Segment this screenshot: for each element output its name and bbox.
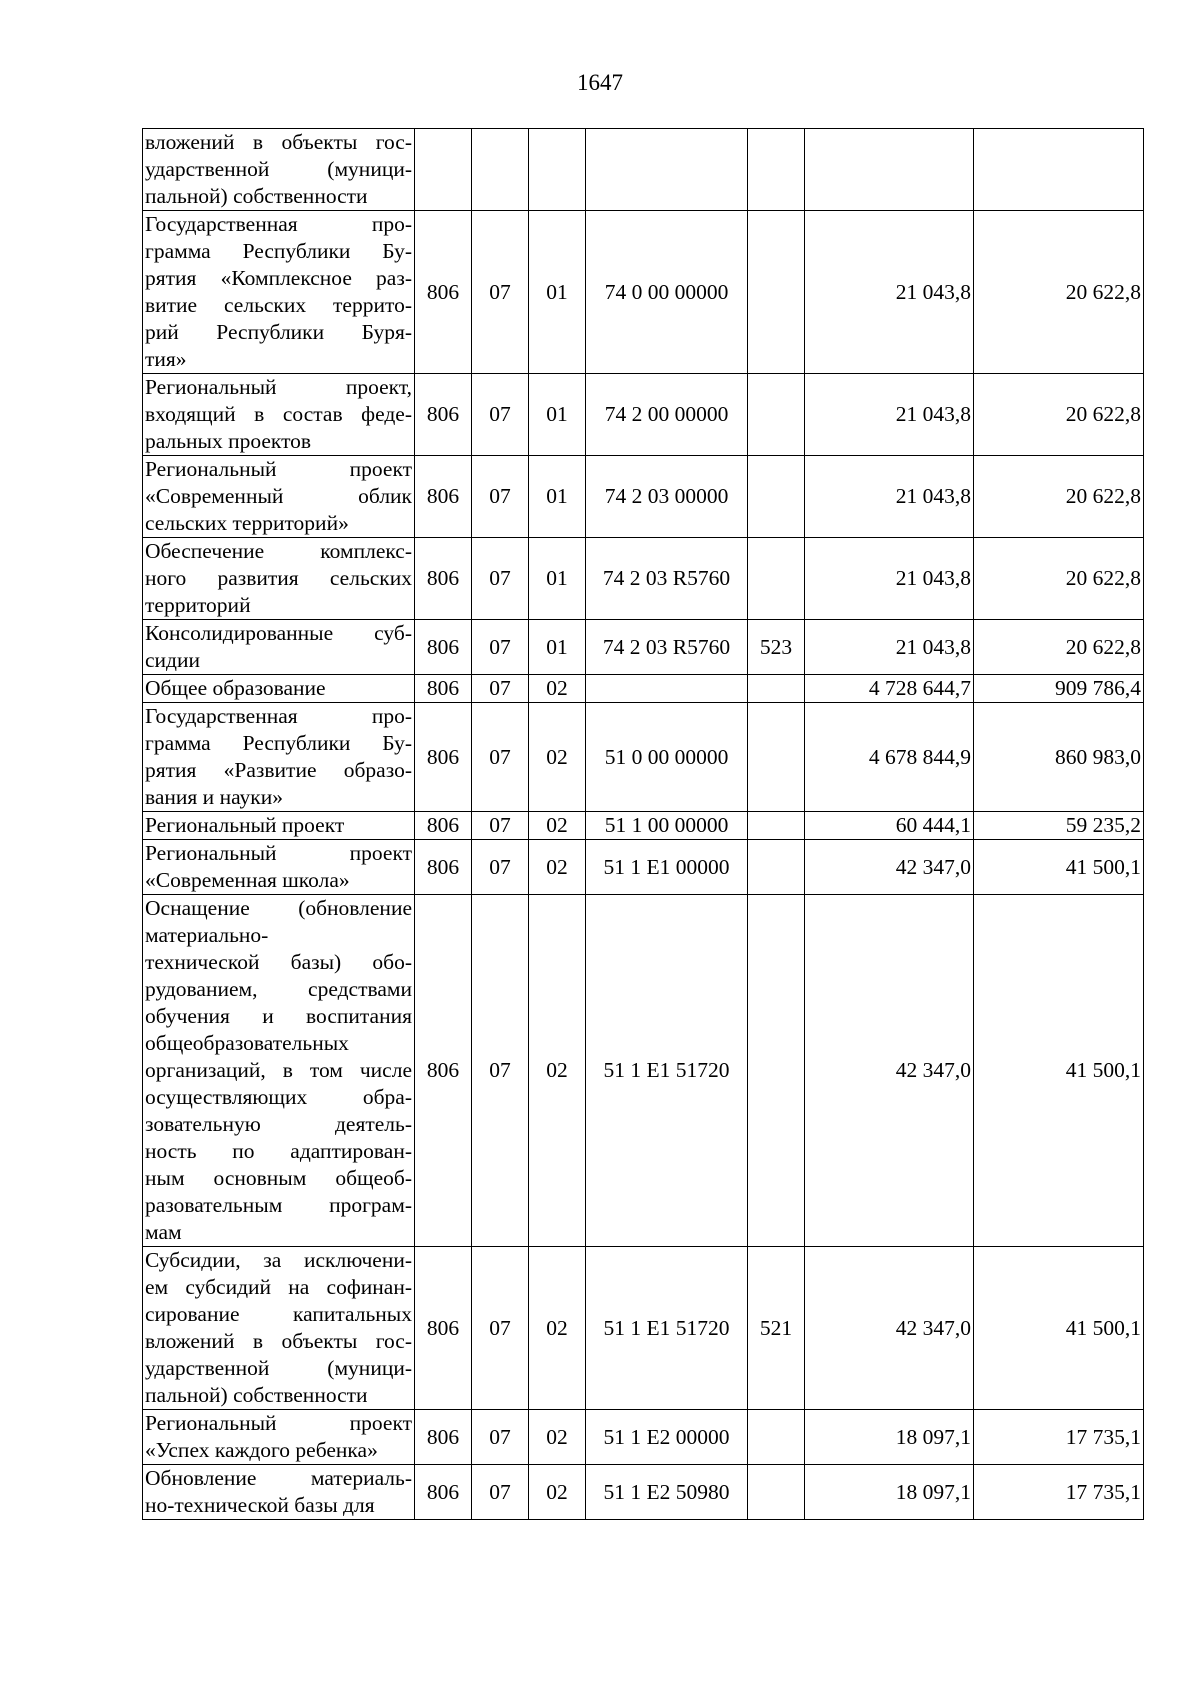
name-line: Государственная про- <box>145 212 412 236</box>
cell-name <box>143 703 415 812</box>
budget-table <box>142 128 1144 1520</box>
cell-vr <box>748 1410 805 1465</box>
name-line: рий Республики Буря- <box>145 320 412 344</box>
name-line: вложений в объекты гос- <box>145 1329 412 1353</box>
cell-rz: 07 <box>472 211 529 374</box>
cell-rz: 07 <box>472 812 529 840</box>
table-row <box>143 1465 1144 1520</box>
cell-pr: 01 <box>529 620 586 675</box>
name-line: рятия «Комплексное раз- <box>145 266 412 290</box>
cell-csr: 74 0 00 00000 <box>586 211 748 374</box>
name-line: ударственной (муници- <box>145 157 412 181</box>
cell-csr: 51 1 E2 00000 <box>586 1410 748 1465</box>
name-line: рудованием, средствами <box>145 977 412 1001</box>
name-line: разовательным програм- <box>145 1193 412 1217</box>
cell-sum-2: 17 735,1 <box>974 1465 1144 1520</box>
cell-rz: 07 <box>472 620 529 675</box>
table-row <box>143 129 1144 211</box>
name-line: ного развития сельских <box>145 566 412 590</box>
cell-name <box>143 895 415 1247</box>
cell-name <box>143 675 415 703</box>
cell-pr: 01 <box>529 374 586 456</box>
cell-vr: 521 <box>748 1247 805 1410</box>
cell-gr: 806 <box>415 456 472 538</box>
cell-vr <box>748 211 805 374</box>
name-line: пальной) собственности <box>145 184 368 208</box>
name-line: Региональный проект, <box>145 375 412 399</box>
table-row <box>143 675 1144 703</box>
cell-vr <box>748 675 805 703</box>
name-line: пальной) собственности <box>145 1383 368 1407</box>
cell-sum-1: 42 347,0 <box>805 840 974 895</box>
table-row <box>143 211 1144 374</box>
cell-sum-2: 41 500,1 <box>974 840 1144 895</box>
cell-gr: 806 <box>415 895 472 1247</box>
cell-csr: 51 0 00 00000 <box>586 703 748 812</box>
name-line: сирование капитальных <box>145 1302 412 1326</box>
cell-sum-1: 4 678 844,9 <box>805 703 974 812</box>
table-row <box>143 812 1144 840</box>
cell-vr <box>748 1465 805 1520</box>
name-line: Региональный проект <box>145 813 345 837</box>
cell-pr: 02 <box>529 895 586 1247</box>
cell-pr: 02 <box>529 1410 586 1465</box>
name-line: технической базы) обо- <box>145 950 412 974</box>
cell-vr <box>748 374 805 456</box>
cell-vr <box>748 129 805 211</box>
name-line: Общее образование <box>145 676 326 700</box>
name-line: вания и науки» <box>145 785 283 809</box>
cell-gr: 806 <box>415 538 472 620</box>
table-row <box>143 620 1144 675</box>
name-line: мам <box>145 1220 182 1244</box>
cell-csr: 51 1 E1 51720 <box>586 1247 748 1410</box>
cell-sum-2: 41 500,1 <box>974 895 1144 1247</box>
cell-rz: 07 <box>472 538 529 620</box>
cell-name <box>143 620 415 675</box>
name-line: осуществляющих обра- <box>145 1085 412 1109</box>
cell-sum-2: 17 735,1 <box>974 1410 1144 1465</box>
name-line: Региональный проект <box>145 841 412 865</box>
name-line: тия» <box>145 347 187 371</box>
cell-sum-1: 4 728 644,7 <box>805 675 974 703</box>
cell-name <box>143 538 415 620</box>
cell-pr: 02 <box>529 675 586 703</box>
cell-sum-1: 21 043,8 <box>805 538 974 620</box>
name-line: сельских территорий» <box>145 511 349 535</box>
budget-table-body <box>143 129 1144 1520</box>
cell-gr: 806 <box>415 675 472 703</box>
cell-name <box>143 211 415 374</box>
cell-sum-1: 21 043,8 <box>805 456 974 538</box>
cell-sum-1: 18 097,1 <box>805 1410 974 1465</box>
cell-csr: 51 1 E1 00000 <box>586 840 748 895</box>
name-line: входящий в состав феде- <box>145 402 412 426</box>
cell-pr: 02 <box>529 812 586 840</box>
cell-gr: 806 <box>415 620 472 675</box>
cell-gr: 806 <box>415 703 472 812</box>
cell-sum-1: 21 043,8 <box>805 374 974 456</box>
cell-vr <box>748 840 805 895</box>
cell-csr: 74 2 03 00000 <box>586 456 748 538</box>
name-line: ность по адаптирован- <box>145 1139 412 1163</box>
cell-rz: 07 <box>472 675 529 703</box>
table-row <box>143 895 1144 1247</box>
name-line: сидии <box>145 648 200 672</box>
table-row <box>143 703 1144 812</box>
table-row <box>143 1410 1144 1465</box>
cell-pr <box>529 129 586 211</box>
name-line: ральных проектов <box>145 429 312 453</box>
page-number: 1647 <box>577 70 623 95</box>
cell-rz: 07 <box>472 374 529 456</box>
cell-sum-1 <box>805 129 974 211</box>
cell-csr: 74 2 03 R5760 <box>586 620 748 675</box>
name-line: Обеспечение комплекс- <box>145 539 412 563</box>
cell-rz: 07 <box>472 1410 529 1465</box>
cell-sum-2: 20 622,8 <box>974 620 1144 675</box>
cell-name <box>143 456 415 538</box>
name-line: Консолидированные суб- <box>145 621 412 645</box>
cell-rz: 07 <box>472 1465 529 1520</box>
cell-sum-2: 860 983,0 <box>974 703 1144 812</box>
cell-gr: 806 <box>415 374 472 456</box>
cell-name <box>143 1465 415 1520</box>
table-row <box>143 374 1144 456</box>
cell-pr: 02 <box>529 840 586 895</box>
name-line: рятия «Развитие образо- <box>145 758 412 782</box>
cell-csr <box>586 675 748 703</box>
cell-gr: 806 <box>415 211 472 374</box>
cell-sum-2: 20 622,8 <box>974 211 1144 374</box>
cell-sum-1: 18 097,1 <box>805 1465 974 1520</box>
name-line: территорий <box>145 593 251 617</box>
cell-rz: 07 <box>472 1247 529 1410</box>
name-line: обучения и воспитания <box>145 1004 412 1028</box>
cell-vr: 523 <box>748 620 805 675</box>
cell-vr <box>748 895 805 1247</box>
name-line: организаций, в том числе <box>145 1058 412 1082</box>
name-line: Субсидии, за исключени- <box>145 1248 412 1272</box>
cell-rz: 07 <box>472 703 529 812</box>
name-line: вложений в объекты гос- <box>145 130 412 154</box>
cell-csr: 51 1 00 00000 <box>586 812 748 840</box>
cell-gr: 806 <box>415 812 472 840</box>
name-line: Государственная про- <box>145 704 412 728</box>
cell-gr: 806 <box>415 840 472 895</box>
name-line: «Современная школа» <box>145 868 350 892</box>
cell-vr <box>748 456 805 538</box>
cell-name <box>143 840 415 895</box>
name-line: Обновление материаль- <box>145 1466 412 1490</box>
name-line: Оснащение (обновление <box>145 896 412 920</box>
cell-sum-2: 20 622,8 <box>974 374 1144 456</box>
table-row <box>143 840 1144 895</box>
cell-name <box>143 812 415 840</box>
cell-sum-1: 21 043,8 <box>805 211 974 374</box>
name-line: Региональный проект <box>145 457 412 481</box>
cell-rz <box>472 129 529 211</box>
cell-csr: 51 1 E2 50980 <box>586 1465 748 1520</box>
cell-sum-2 <box>974 129 1144 211</box>
table-row <box>143 1247 1144 1410</box>
name-line: «Современный облик <box>145 484 412 508</box>
cell-sum-1: 42 347,0 <box>805 1247 974 1410</box>
cell-rz: 07 <box>472 840 529 895</box>
name-line: грамма Республики Бу- <box>145 731 412 755</box>
cell-vr <box>748 538 805 620</box>
name-line: «Успех каждого ребенка» <box>145 1438 378 1462</box>
cell-pr: 02 <box>529 703 586 812</box>
cell-pr: 01 <box>529 538 586 620</box>
cell-rz: 07 <box>472 456 529 538</box>
table-row <box>143 538 1144 620</box>
cell-name <box>143 1247 415 1410</box>
cell-gr: 806 <box>415 1465 472 1520</box>
cell-vr <box>748 812 805 840</box>
cell-name <box>143 374 415 456</box>
cell-csr: 74 2 00 00000 <box>586 374 748 456</box>
cell-pr: 02 <box>529 1465 586 1520</box>
cell-pr: 01 <box>529 456 586 538</box>
cell-name <box>143 129 415 211</box>
cell-sum-1: 42 347,0 <box>805 895 974 1247</box>
cell-vr <box>748 703 805 812</box>
name-line: ным основным общеоб- <box>145 1166 412 1190</box>
name-line: но-технической базы для <box>145 1493 375 1517</box>
cell-gr: 806 <box>415 1247 472 1410</box>
cell-sum-2: 20 622,8 <box>974 456 1144 538</box>
cell-sum-2: 41 500,1 <box>974 1247 1144 1410</box>
cell-pr: 01 <box>529 211 586 374</box>
name-line: материально- <box>145 923 269 947</box>
name-line: общеобразовательных <box>145 1031 349 1055</box>
name-line: ем субсидий на софинан- <box>145 1275 412 1299</box>
name-line: Региональный проект <box>145 1411 412 1435</box>
name-line: грамма Республики Бу- <box>145 239 412 263</box>
cell-gr <box>415 129 472 211</box>
cell-sum-2: 20 622,8 <box>974 538 1144 620</box>
cell-pr: 02 <box>529 1247 586 1410</box>
cell-sum-1: 21 043,8 <box>805 620 974 675</box>
cell-rz: 07 <box>472 895 529 1247</box>
cell-sum-2: 59 235,2 <box>974 812 1144 840</box>
cell-csr: 74 2 03 R5760 <box>586 538 748 620</box>
name-line: ударственной (муници- <box>145 1356 412 1380</box>
cell-csr: 51 1 E1 51720 <box>586 895 748 1247</box>
name-line: витие сельских террито- <box>145 293 412 317</box>
cell-sum-2: 909 786,4 <box>974 675 1144 703</box>
cell-sum-1: 60 444,1 <box>805 812 974 840</box>
cell-gr: 806 <box>415 1410 472 1465</box>
name-line: зовательную деятель- <box>145 1112 412 1136</box>
cell-name <box>143 1410 415 1465</box>
table-row <box>143 456 1144 538</box>
cell-csr <box>586 129 748 211</box>
